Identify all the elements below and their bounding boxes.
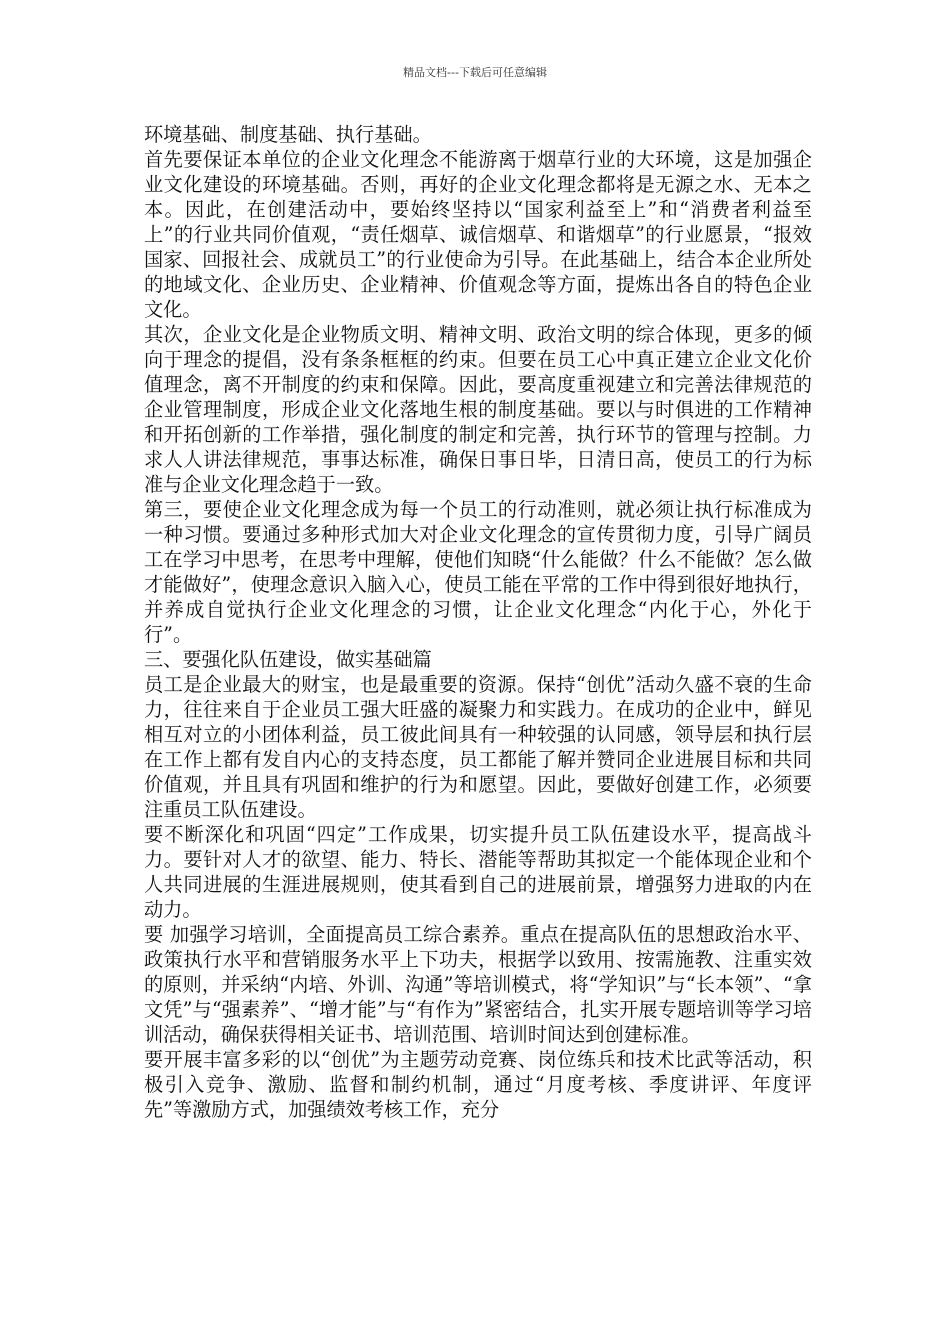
paragraph-4: 第三，要使企业文化理念成为每一个员工的行动准则，就必须让执行标准成为一种习惯。要通过多种形式加大对企业文化理念的宣传贯彻力度，引导广阔员工在学习中思考，在思考中理解，使他们知晓“什么能做？什么不能做？怎么做才能做好”，使理念意识入脑入心，使员工能在平常的工作中得到很好地执行，并养成自觉执行企业文化理念的习惯，让企业文化理念“内化于心，外化于行”。	[144, 498, 812, 646]
section-heading: 三、要强化队伍建设，做实基础篇	[144, 648, 432, 671]
paragraph-1: 环境基础、制度基础、执行基础。	[144, 123, 432, 146]
paragraph-6: 要不断深化和巩固“四定”工作成果，切实提升员工队伍建设水平，提高战斗力。要针对人才的欲望、能力、特长、潜能等帮助其拟定一个能体现企业和个人共同进展的生涯进展规则，使其看到自己的进展前景，增强努力进取的内在动力。	[144, 823, 812, 921]
paragraph-3: 其次，企业文化是企业物质文明、精神文明、政治文明的综合体现，更多的倾向于理念的提倡，没有条条框框的约束。但要在员工心中真正建立企业文化价值理念，离不开制度的约束和保障。因此，要高度重视建立和完善法律规范的企业管理制度，形成企业文化落地生根的制度基础。要以与时俱进的工作精神和开拓创新的工作举措，强化制度的制定和完善，执行环节的管理与控制。力求人人讲法律规范，事事达标准，确保日事日毕，日清日高，使员工的行为标准与企业文化理念趋于一致。	[144, 323, 812, 496]
paragraph-2: 首先要保证本单位的企业文化理念不能游离于烟草行业的大环境，这是加强企业文化建设的环境基础。否则，再好的企业文化理念都将是无源之水、无本之本。因此，在创建活动中，要始终坚持以“国家利益至上”和“消费者利益至上”的行业共同价值观，“责任烟草、诚信烟草、和谐烟草”的行业愿景，“报效国家、回报社会、成就员工”的行业使命为引导。在此基础上，结合本企业所处的地域文化、企业历史、企业精神、价值观念等方面，提炼出各自的特色企业文化。	[144, 148, 812, 321]
paragraph-5: 员工是企业最大的财宝，也是最重要的资源。保持“创优”活动久盛不衰的生命力，往往来自于企业员工强大旺盛的凝聚力和实践力。在成功的企业中，鲜见相互对立的小团体利益，员工彼此间具有一种较强的认同感，领导层和执行层在工作上都有发自内心的支持态度，员工都能了解并赞同企业进展目标和共同价值观，并且具有巩固和维护的行为和愿望。因此，要做好创建工作，必须要注重员工队伍建设。	[144, 673, 812, 821]
page-header: 精品文档---下载后可任意编辑	[403, 66, 547, 79]
paragraph-8: 要开展丰富多彩的以“创优”为主题劳动竞赛、岗位练兵和技术比武等活动，积极引入竞争、激励、监督和制约机制，通过“月度考核、季度讲评、年度评先”等激励方式，加强绩效考核工作，充分	[144, 1048, 812, 1121]
paragraph-7: 要 加强学习培训，全面提高员工综合素养。重点在提高队伍的思想政治水平、政策执行水平和营销服务水平上下功夫，根据学以致用、按需施教、注重实效的原则，并采纳“内培、外训、沟通”等培训模式，将“学知识”与“长本领”、“拿文凭”与“强素养”、“增才能”与“有作为”紧密结合，扎实开展专题培训等学习培训活动，确保获得相关证书、培训范围、培训时间达到创建标准。	[144, 923, 812, 1046]
document-body	[144, 122, 812, 1122]
